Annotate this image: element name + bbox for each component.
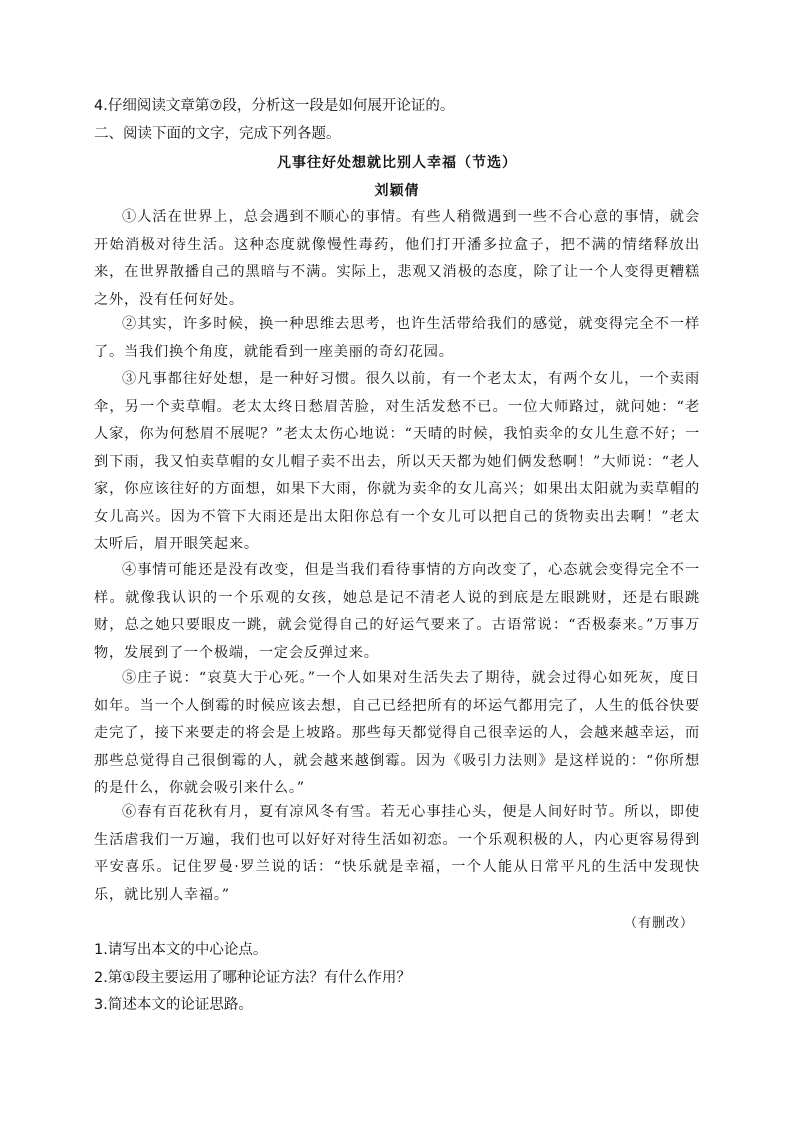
paragraph-6: ⑥春有百花秋有月，夏有凉风冬有雪。若无心事挂心头，便是人间好时节。所以，即使生活虐我们一万遍，我们也可以好好对待生活如初恋。一个乐观积极的人，内心更容易得到平安喜乐。记住罗曼·罗兰说的话：“快乐就是幸福，一个人能从日常平凡的生活中发现快乐，就比别人幸福。” (94, 804, 700, 903)
paragraph-2: ②其实，许多时候，换一种思维去思考，也许生活带给我们的感觉，就变得完全不一样了。当我们换个角度，就能看到一座美丽的奇幻花园。 (94, 316, 700, 360)
paragraph-5: ⑤庄子说：“哀莫大于心死。”一个人如果对生活失去了期待，就会过得心如死灰，度日如年。当一个人倒霉的时候应该去想，自己已经把所有的坏运气都用完了，人生的低谷快要走完了，接下来要走的将会是上坡路。那些每天都觉得自己很幸运的人，会越来越幸运，而那些总觉得自己很倒霉的人，就会越来越倒霉。因为《吸引力法则》是这样说的：“你所想的是什么，你就会吸引来什么。” (94, 670, 700, 796)
article-author: 刘颖倩 (374, 183, 420, 199)
question-1: 1.请写出本文的中心论点。 (94, 942, 268, 958)
question-4: 4.仔细阅读文章第⑦段，分析这一段是如何展开论证的。 (94, 98, 455, 114)
source-note: （有删改） (623, 916, 694, 931)
question-3: 3.简述本文的论证思路。 (94, 997, 253, 1013)
section-heading: 二、阅读下面的文字，完成下列各题。 (94, 126, 341, 142)
paragraph-3: ③凡事都往好处想，是一种好习惯。很久以前，有一个老太太，有两个女儿，一个卖雨伞，另一个卖草帽。老太太终日愁眉苦脸，对生活发愁不已。一位大师路过，就问她：“老人家，你为何愁眉不展呢？”老太太伤心地说：“天晴的时候，我怕卖伞的女儿生意不好；一到下雨，我又怕卖草帽的女儿帽子卖不出去，所以天天都为她们俩发愁啊！”大师说：“老人家，你应该往好的方面想，如果下大雨，你就为卖伞的女儿高兴；如果出太阳就为卖草帽的女儿高兴。因为不管下大雨还是出太阳你总有一个女儿可以把自己的货物卖出去啊！”老太太听后，眉开眼笑起来。 (94, 371, 700, 552)
paragraph-1: ①人活在世界上，总会遇到不顺心的事情。有些人稍微遇到一些不合心意的事情，就会开始消极对待生活。这种态度就像慢性毒药，他们打开潘多拉盒子，把不满的情绪释放出来，在世界散播自己的黑暗与不满。实际上，悲观又消极的态度，除了让一个人变得更糟糕之外，没有任何好处。 (94, 209, 700, 308)
question-2: 2.第①段主要运用了哪种论证方法？有什么作用？ (94, 970, 411, 986)
article-title: 凡事往好处想就比别人幸福（节选） (277, 155, 517, 171)
paragraph-4: ④事情可能还是没有改变，但是当我们看待事情的方向改变了，心态就会变得完全不一样。就像我认识的一个乐观的女孩，她总是记不清老人说的到底是左眼跳财，还是右眼跳财，总之她只要眼皮一跳，就会觉得自己的好运气要来了。古语常说：“否极泰来。”万事万物，发展到了一个极端，一定会反弹过来。 (94, 562, 700, 661)
